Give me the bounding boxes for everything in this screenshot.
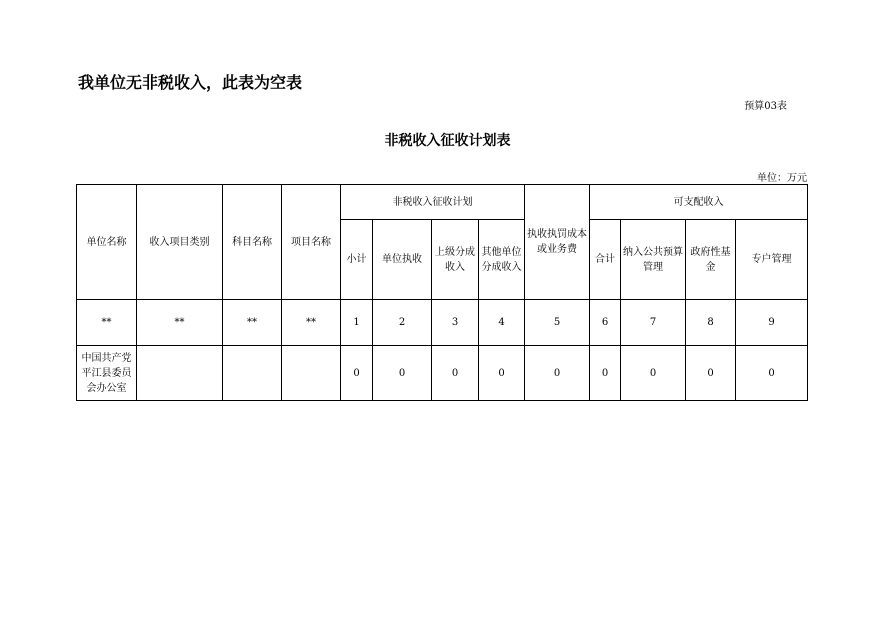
cell-unit-name: 中国共产党平江县委员会办公室: [77, 346, 137, 401]
collection-plan-table: [76, 184, 808, 401]
index-cell: **: [223, 300, 282, 346]
header-other-share: 其他单位分成收入: [479, 220, 525, 300]
cell-income-type: [137, 346, 223, 401]
header-unit-name: 单位名称: [77, 185, 137, 300]
index-cell: 1: [341, 300, 373, 346]
form-number: 预算03表: [744, 101, 787, 112]
header-project-name: 项目名称: [282, 185, 341, 300]
header-public-budget: 纳入公共预算管理: [621, 220, 686, 300]
header-upper-share: 上级分成收入: [432, 220, 479, 300]
cell-gov-fund: 0: [686, 346, 736, 401]
cell-subject-name: [223, 346, 282, 401]
index-cell: **: [137, 300, 223, 346]
header-income-type: 收入项目类别: [137, 185, 223, 300]
header-subject-name: 科目名称: [223, 185, 282, 300]
unit-label: 单位：万元: [757, 173, 807, 184]
index-cell: **: [77, 300, 137, 346]
index-cell: **: [282, 300, 341, 346]
page-title: 非税收入征收计划表: [384, 133, 511, 149]
index-cell: 4: [479, 300, 525, 346]
index-cell: 8: [686, 300, 736, 346]
header-unit-collect: 单位执收: [373, 220, 432, 300]
header-enforcement-cost: 执收执罚成本或业务费: [525, 185, 590, 300]
index-cell: 7: [621, 300, 686, 346]
cell-special-account: 0: [736, 346, 808, 401]
index-cell: 2: [373, 300, 432, 346]
cell-other-share: 0: [479, 346, 525, 401]
header-gov-fund: 政府性基金: [686, 220, 736, 300]
empty-table-notice: 我单位无非税收入，此表为空表: [78, 73, 303, 92]
cell-upper-share: 0: [432, 346, 479, 401]
header-subtotal: 小计: [341, 220, 373, 300]
cell-enforcement-cost: 0: [525, 346, 590, 401]
cell-public-budget: 0: [621, 346, 686, 401]
header-special-account: 专户管理: [736, 220, 808, 300]
header-disposable-group: 可支配收入: [590, 185, 808, 220]
header-total: 合计: [590, 220, 621, 300]
cell-project-name: [282, 346, 341, 401]
header-plan-group: 非税收入征收计划: [341, 185, 525, 220]
index-cell: 6: [590, 300, 621, 346]
cell-subtotal: 0: [341, 346, 373, 401]
index-cell: 9: [736, 300, 808, 346]
cell-total: 0: [590, 346, 621, 401]
cell-unit-collect: 0: [373, 346, 432, 401]
index-row: [77, 300, 808, 346]
index-cell: 3: [432, 300, 479, 346]
index-cell: 5: [525, 300, 590, 346]
table-row: [77, 346, 808, 401]
